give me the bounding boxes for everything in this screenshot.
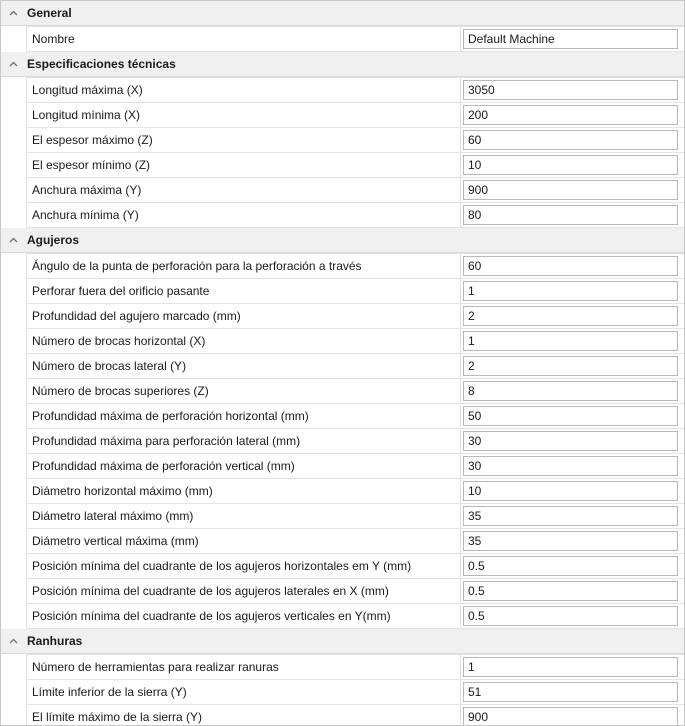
property-label: Diámetro horizontal máximo (mm)	[26, 479, 461, 503]
property-value-input[interactable]	[463, 331, 678, 351]
property-label: Número de brocas superiores (Z)	[26, 379, 461, 403]
property-value-input[interactable]	[463, 657, 678, 677]
collapse-chevron-icon[interactable]	[1, 1, 25, 25]
property-row	[26, 429, 684, 454]
property-value-input[interactable]	[463, 406, 678, 426]
property-row	[26, 103, 684, 128]
property-label: Número de brocas lateral (Y)	[26, 354, 461, 378]
property-value-input[interactable]	[463, 381, 678, 401]
property-label: Longitud máxima (X)	[26, 78, 461, 102]
collapse-chevron-icon[interactable]	[1, 52, 25, 76]
property-value-input[interactable]	[463, 682, 678, 702]
property-row	[26, 654, 684, 680]
property-label: El espesor mínimo (Z)	[26, 153, 461, 177]
property-label: Anchura mínima (Y)	[26, 203, 461, 227]
property-value-input[interactable]	[463, 606, 678, 626]
property-value-input[interactable]	[463, 581, 678, 601]
category-title: Ranhuras	[27, 634, 83, 648]
property-row	[26, 554, 684, 579]
category-title: Agujeros	[27, 233, 80, 247]
property-row	[26, 178, 684, 203]
category-title: Especificaciones técnicas	[27, 57, 176, 71]
property-row	[26, 579, 684, 604]
property-row	[26, 379, 684, 404]
property-value-input[interactable]	[463, 481, 678, 501]
property-label: Límite inferior de la sierra (Y)	[26, 680, 461, 704]
property-label: Nombre	[26, 27, 461, 51]
property-label: Ángulo de la punta de perforación para la perforación a través	[26, 254, 461, 278]
property-row	[26, 329, 684, 354]
property-label: El espesor máximo (Z)	[26, 128, 461, 152]
property-value-input[interactable]	[463, 29, 678, 49]
property-row	[26, 304, 684, 329]
property-row	[26, 26, 684, 52]
property-label: Posición mínima del cuadrante de los agujeros laterales en X (mm)	[26, 579, 461, 603]
property-label: Diámetro lateral máximo (mm)	[26, 504, 461, 528]
property-label: Número de herramientas para realizar ranuras	[26, 655, 461, 679]
property-row	[26, 128, 684, 153]
collapse-chevron-icon[interactable]	[1, 629, 25, 653]
property-value-input[interactable]	[463, 556, 678, 576]
property-label: Profundidad máxima para perforación lateral (mm)	[26, 429, 461, 453]
property-value-input[interactable]	[463, 205, 678, 225]
category-general[interactable]	[1, 1, 684, 26]
property-row	[26, 153, 684, 178]
property-value-input[interactable]	[463, 105, 678, 125]
property-row	[26, 454, 684, 479]
property-row	[26, 604, 684, 629]
collapse-chevron-icon[interactable]	[1, 228, 25, 252]
property-value-input[interactable]	[463, 281, 678, 301]
property-label: Posición mínima del cuadrante de los agujeros verticales en Y(mm)	[26, 604, 461, 628]
property-value-input[interactable]	[463, 306, 678, 326]
property-value-input[interactable]	[463, 256, 678, 276]
property-label: Profundidad del agujero marcado (mm)	[26, 304, 461, 328]
property-value-input[interactable]	[463, 180, 678, 200]
property-row	[26, 680, 684, 705]
property-value-input[interactable]	[463, 356, 678, 376]
category-ranhuras[interactable]	[1, 629, 684, 654]
property-value-input[interactable]	[463, 155, 678, 175]
property-row	[26, 354, 684, 379]
property-label: Longitud mínima (X)	[26, 103, 461, 127]
property-row	[26, 705, 684, 726]
property-label: Anchura máxima (Y)	[26, 178, 461, 202]
property-label: Diámetro vertical máxima (mm)	[26, 529, 461, 553]
property-value-input[interactable]	[463, 431, 678, 451]
property-value-input[interactable]	[463, 506, 678, 526]
property-label: Número de brocas horizontal (X)	[26, 329, 461, 353]
property-value-input[interactable]	[463, 456, 678, 476]
property-value-input[interactable]	[463, 80, 678, 100]
property-row	[26, 253, 684, 279]
category-title: General	[27, 6, 72, 20]
property-value-input[interactable]	[463, 531, 678, 551]
property-row	[26, 529, 684, 554]
property-value-input[interactable]	[463, 130, 678, 150]
property-row	[26, 404, 684, 429]
category-especificaciones[interactable]	[1, 52, 684, 77]
property-label: Profundidad máxima de perforación horizontal (mm)	[26, 404, 461, 428]
property-label: El límite máximo de la sierra (Y)	[26, 705, 461, 726]
property-value-input[interactable]	[463, 707, 678, 726]
property-row	[26, 77, 684, 103]
property-row	[26, 479, 684, 504]
property-label: Profundidad máxima de perforación vertical (mm)	[26, 454, 461, 478]
property-label: Perforar fuera del orificio pasante	[26, 279, 461, 303]
property-row	[26, 279, 684, 304]
property-row	[26, 504, 684, 529]
property-row	[26, 203, 684, 228]
property-label: Posición mínima del cuadrante de los agujeros horizontales em Y (mm)	[26, 554, 461, 578]
category-agujeros[interactable]	[1, 228, 684, 253]
